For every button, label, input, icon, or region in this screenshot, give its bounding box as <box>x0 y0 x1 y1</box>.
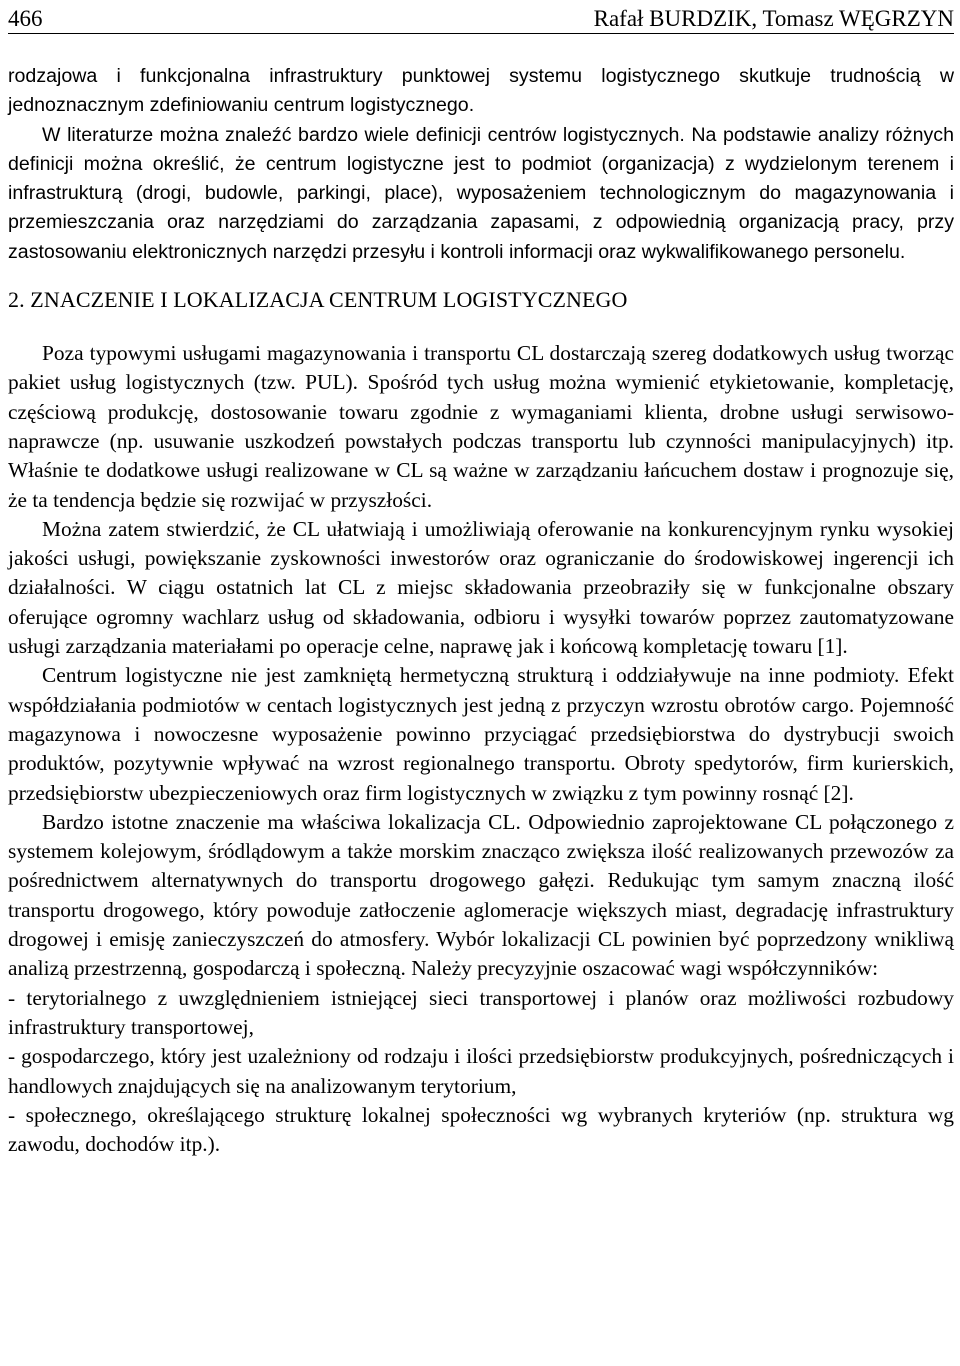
section-paragraph-4: Bardzo istotne znaczenie ma właściwa lokalizacja CL. Odpowiednio zaprojektowane CL połączonego z systemem kolejowym, śródlądowym a także morskim znacząco zwiększa ilość realizowanych przewozów za pośrednictwem alternatywnych do transportu drogowego gałęzi. Redukując tym samym znaczną ilość transportu drogowego, który powoduje zatłoczenie aglomeracje większych miast, degradację infrastruktury drogowej i emisję zanieczyszczeń do atmosfery. Wybór lokalizacji CL powinien być poprzedzony wnikliwą analizą przestrzenną, gospodarczą i społeczną. Należy precyzyjnie oszacować wagi współczynników: <box>8 809 954 981</box>
body-text <box>8 62 954 1159</box>
running-header <box>8 0 954 34</box>
section-heading: 2. ZNACZENIE I LOKALIZACJA CENTRUM LOGISTYCZNEGO <box>8 287 628 313</box>
section-paragraph-1: Poza typowymi usługami magazynowania i transportu CL dostarczają szereg dodatkowych usług tworząc pakiet usług logistycznych (tzw. PUL). Spośród tych usług można wymienić etykietowanie, kompletację, częściową produkcję, dostosowanie towaru zgodnie z wymaganiami klienta, drobne usługi serwisowo-naprawcze (np. usuwanie uszkodzeń powstałych podczas transportu lub czynności manipulacyjnych) itp. Właśnie te dodatkowe usługi realizowane w CL są ważne w zarządzaniu łańcuchem dostaw i prognozuje się, że ta tendencja będzie się rozwijać w przyszłości. <box>8 341 954 512</box>
intro-paragraph-1: rodzajowa i funkcjonalna infrastruktury punktowej systemu logistycznego skutkuje trudnością w jednoznacznym zdefiniowaniu centrum logistycznego. <box>8 65 954 117</box>
intro-paragraph-2: W literaturze można znaleźć bardzo wiele definicji centrów logistycznych. Na podstawie analizy różnych definicji można określić, że centrum logistyczne jest to podmiot (organizacja) z wydzielonym terenem i infrastrukturą (drogi, budowle, parkingi, place), wyposażeniem technologicznym do magazynowania i przemieszczania oraz narzędziami do zarządzania zapasami, z odpowiednią organizacją pracy, przy zastosowaniu elektronicznych narzędzi przesyłu i kontroli informacji oraz wykwalifikowanego personelu. <box>8 123 954 263</box>
list-item-social: - społecznego, określającego strukturę lokalnej społeczności wg wybranych kryteriów (np. struktura wg zawodu, dochodów itp.). <box>8 1102 954 1157</box>
header-authors: Rafał BURDZIK, Tomasz WĘGRZYN <box>593 6 954 31</box>
document-page <box>8 0 954 1159</box>
section-paragraph-3: Centrum logistyczne nie jest zamkniętą hermetyczną strukturą i oddziaływuje na inne podmioty. Efekt współdziałania podmiotów w centach logistycznych jest jedną z przyczyn wzrostu obrotów cargo. Pojemność magazynowa i nowoczesne wyposażenie powinno przyciągać przedsiębiorstwa do dystrybucji swoich produktów, pozytywnie wpływać na wzrost regionalnego transportu. Obroty spedytorów, firm kurierskich, przedsiębiorstw ubezpieczeniowych oraz firm logistycznych w związku z tym powinny rosnąć [2]. <box>8 663 954 805</box>
section-paragraph-2: Można zatem stwierdzić, że CL ułatwiają i umożliwiają oferowanie na konkurencyjnym rynku wysokiej jakości usługi, powiększanie zyskowności inwestorów oraz ograniczanie do środowiskowej ingerencji ich działalności. W ciągu ostatnich lat CL z miejsc składowania przeobraziły się w funkcjonalne obszary oferujące ogromny wachlarz usług od składowania, odbioru i wysyłki towarów poprzez zautomatyzowane usługi zarządzania materiałami po operacje celne, naprawę jak i końcową kompletację towaru [1]. <box>8 516 954 659</box>
list-item-economic: - gospodarczego, który jest uzależniony od rodzaju i ilości przedsiębiorstw produkcyjnych, pośredniczących i handlowych znajdujących się na analizowanym terytorium, <box>8 1044 954 1098</box>
list-item-territorial: - terytorialnego z uwzględnieniem istniejącej sieci transportowej i planów oraz możliwości rozbudowy infrastruktury transportowej, <box>8 985 954 1039</box>
page-number: 466 <box>8 6 43 31</box>
